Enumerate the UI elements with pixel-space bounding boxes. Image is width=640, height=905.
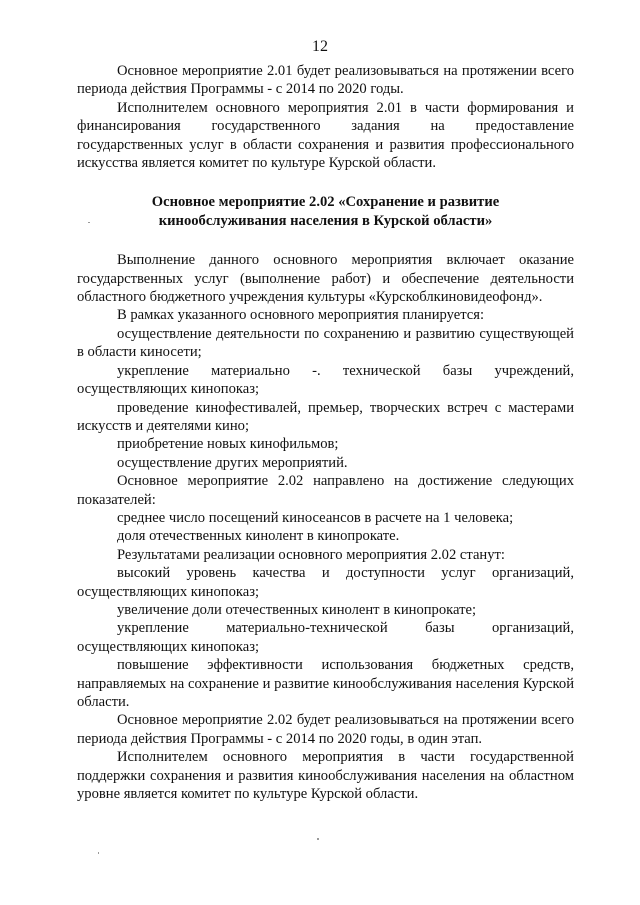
list-item: приобретение новых кинофильмов; [117, 436, 339, 453]
list-item: укрепление материально-технической базы организаций, осуществляющих кинопоказ; [77, 620, 574, 655]
list-item: проведение кинофестивалей, премьер, творческих встреч с мастерами искусств и деятелями кино; [77, 399, 574, 434]
paragraph: Основное мероприятие 2.02 направлено на достижение следующих показателей: [77, 473, 574, 508]
paragraph: Результатами реализации основного мероприятия 2.02 станут: [117, 546, 505, 563]
scan-speck [98, 852, 99, 854]
list-item: осуществление других мероприятий. [117, 454, 348, 471]
page-number: 12 [312, 38, 328, 55]
paragraph: Выполнение данного основного мероприятия включает оказание государственных услуг (выполнение работ) и обеспечение деятельности областного бюджетного учреждения культуры «Курскоблкиновидеофонд». [77, 252, 574, 306]
list-item: осуществление деятельности по сохранению и развитию существующей в области киносети; [77, 325, 574, 361]
list-item: повышение эффективности использования бюджетных средств, направляемых на сохранение и развитие кинообслуживания населения Курской области. [77, 657, 574, 710]
paragraph: Основное мероприятие 2.01 будет реализовываться на протяжении всего периода действия Программы - с 2014 по 2020 годы. [77, 63, 574, 98]
list-item: доля отечественных кинолент в кинопрокате. [117, 528, 400, 545]
list-item: высокий уровень качества и доступности услуг организаций, осуществляющих кинопоказ; [77, 565, 574, 600]
paragraph: Исполнителем основного мероприятия 2.01 в части формирования и финансирования государственного задания на предоставление государственных услуг в области сохранения и развития профессионального искусства является комитет по культуре Курской области. [77, 99, 574, 172]
section-heading: Основное мероприятие 2.02 «Сохранение и развитие кинообслуживания населения в Курской области» [151, 194, 500, 229]
paragraph: Исполнителем основного мероприятия в части государственной поддержки сохранения и развития кинообслуживания населения на областном уровне является комитет по культуре Курской области. [77, 749, 574, 803]
list-item: укрепление материально -. технической базы учреждений, осуществляющих кинопоказ; [77, 362, 574, 398]
list-item: увеличение доли отечественных кинолент в кинопрокате; [117, 601, 477, 618]
paragraph: В рамках указанного основного мероприятия планируется: [117, 307, 485, 324]
paragraph: Основное мероприятие 2.02 будет реализовываться на протяжении всего периода действия Программы - с 2014 по 2020 годы, в один этап. [77, 712, 574, 747]
document-body [77, 62, 574, 803]
scan-speck [317, 838, 319, 840]
scan-speck [88, 222, 90, 223]
list-item: среднее число посещений киносеансов в расчете на 1 человека; [117, 509, 514, 526]
